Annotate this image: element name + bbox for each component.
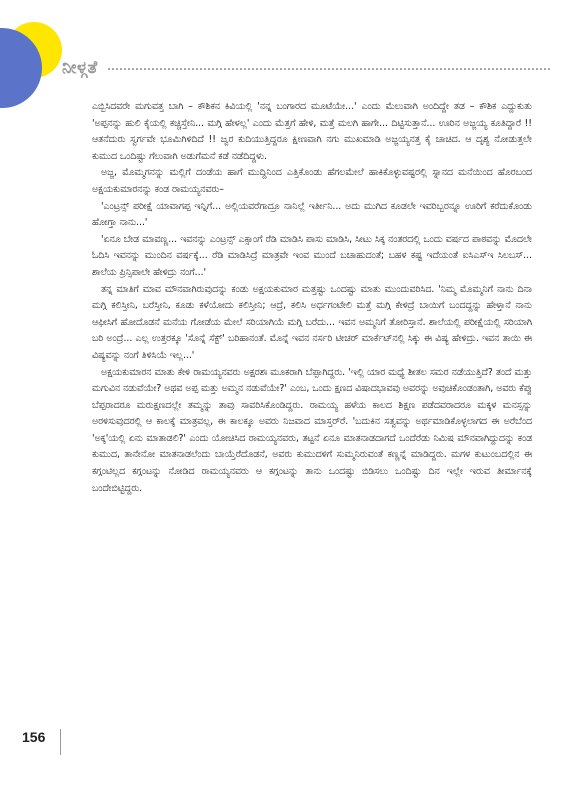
article-body [92, 99, 532, 497]
footer-divider [60, 729, 61, 755]
paragraph: ಅಕ್ಷಯಕುಮಾರನ ಮಾತು ಕೇಳಿ ರಾಮಯ್ಯನವರು ಅಕ್ಷರಶಃ ಮೂಕರಾಗಿ ಬೆಪ್ಪಾಗಿದ್ದರು. 'ಇಲ್ಲಿ ಯಾರ ಮಧ್ಯೆ ಶೀತಲ ಸಮರ ನಡೆಯುತ್ತಿದೆ? ತಂದೆ ಮತ್ತು ಮಗುವಿನ ನಡುವೆಯೇ? ಅಥವ ಅಪ್ಪ ಮತ್ತು ಅಮ್ಮನ ನಡುವೆಯೇ?' ಎಂಬ, ಒಂದು ಕ್ಷಣದ ವಿಷಾದಭಾವವು ಅವರನ್ನು ಅವುಚಿಕೊಂಡಂತಾಗಿ, ಅವರು ಕೆಪ್ಪು ಬೆಪ್ಪರಾದರೂ ಮರುಕ್ಷಣದಲ್ಲೇ ತಮ್ಮನ್ನು ತಾವು ಸಾವರಿಸಿಕೊಂಡಿದ್ದರು. ರಾಮಯ್ಯ ಹಳೆಯ ಕಾಲದ ಶಿಕ್ಷಣ ಪಡೆದವರಾದರೂ ಮಕ್ಕಳ ಮನಸ್ಸನ್ನು ಅರಳಿಸುವುದರಲ್ಲಿ ಆ ಕಾಲಕ್ಕೆ ಮಾತ್ರವಲ್ಲ, ಈ ಕಾಲಕ್ಕೂ ಅವರು ನಿಜವಾದ ಮಾಸ್ತರ್‌ರೆ. 'ಬದುಕಿನ ಸತ್ವವನ್ನು ಅರ್ಥಮಾಡಿಕೊಳ್ಳಲಾಗದ ಈ ಅರೆಬೆಂದ 'ಅಕ್ಕ'ಯಲ್ಲಿ ಏನು ಮಾತಾಡಲಿ?' ಎಂದು ಯೋಚಿಸಿದ ರಾಮಯ್ಯನವರು, ತಟ್ಟನೆ ಏನೂ ಮಾತನಾಡದಾಗದೆ ಒಂದೆರೆಡು ನಿಮಿಷ ಮೌನವಾಗಿದ್ದುದನ್ನು ಕಂಡ ಕುಮುದ, ತಾನೇನೋ ಮಾತನಾಡಲೆಂದು ಬಾಯ್ತೆರೆದೊಡನೆ, ಅವರು ಕುಮುದಳಿಗೆ ಸುಮ್ಮನಿರುವಂತೆ ಕಣ್ಣನ್ನೆ ಮಾಡಿದ್ದರು. ಮಗಳ ಕುಟುಂಬದಲ್ಲಿನ ಈ ಕಗ್ಗಂಟಿಲ್ಲದ ಕಗ್ಗಂಟನ್ನು ನೋಡಿದ ರಾಮಯ್ಯನವರು ಆ ಕಗ್ಗಂಟನ್ನು ತಾನು ಒಂದಷ್ಟು ಬಿಡಿಸಲು ಒಂದಿಷ್ಟು ದಿನ ಇಲ್ಲೇ ಇರುವ ತೀರ್ಮಾನಕ್ಕೆ ಬಂದೇಬಿಟ್ಟಿದ್ದರು. [92, 366, 532, 494]
paragraph: ಅಜ್ಜ, ಮೊಮ್ಮಗನನ್ನು ಮಲ್ಲಿಗೆ ದಂಡೆಯ ಹಾಗೆ ಮುದ್ದಿನಿಂದ ಎತ್ತಿಕೊಂಡು ಹೆಗಲಮೇಲೆ ಹಾಕಿಕೊಳ್ಳುವಷ್ಟರಲ್ಲಿ ಸ್ನಾನದ ಮನೆಯಿಂದ ಹೊರಬಂದ ಅಕ್ಷಯಕುಮಾರನನ್ನು ಕಂಡ ರಾಮಯ್ಯನವರು– [92, 167, 532, 195]
page-number: 156 [22, 729, 46, 745]
section-title: ನೀಳ್ಗತೆ [62, 58, 98, 78]
paragraph: ಎಬ್ಬಿಸಿದವರೇ ಮಗುವತ್ತ ಬಾಗಿ – ಕೌಶಿಕನ ಕಿವಿಯಲ್ಲಿ 'ನನ್ನ ಬಂಗಾರದ ಮೂಟೆಯೇ...' ಎಂದು ಮೆಲುವಾಗಿ ಅಂದಿದ್ದೇ ತಡ – ಕೌಶಿಕ ಎದ್ದುಕುತು 'ಅಪ್ಪನನ್ನು ಹುಲಿ ಕೈಯಲ್ಲಿ ಕಚ್ಚಿಸ್ತೇನಿ... ಮಗ್ಗಿ ಹೇಳಲ್ಲ' ಎಂದು ಮೆತ್ತಗೆ ಹೇಳಿ, ಮತ್ತೆ ಮಲಗಿ ಹಾಗೇ... ದಿಟ್ಟಿಸುತ್ತಾನೆ... ಊರಿನ ಅಜ್ಜಯ್ಯ ಕೂತಿದ್ದಾರೆ !! ಆತನೆದುರು ಸ್ವರ್ಗವೇ ಭೂಮಿಗಿಳಿದಿದೆ !! ಜ್ವರ ಕುದಿಯುತ್ತಿದ್ದರೂ ಕ್ಷೀಣವಾಗಿ ನಗು ಮುಖಮಾಡಿ ಅಜ್ಜಯ್ಯನತ್ತ ಕೈ ಚಾಚಿದ. ಆ ದೃಶ್ಯ ನೋಡುತ್ತಲೇ ಕುಮುದ ಒಂದಿಷ್ಟು ಗೆಲುವಾಗಿ ಅಡುಗೆಮನೆ ಕಡೆ ನಡೆದಿದ್ದಳು. [92, 101, 532, 162]
paragraph: ತನ್ನ ಮಾತಿಗೆ ಮಾವ ಮೌನವಾಗಿರುವುದನ್ನು ಕಂಡು ಅಕ್ಷಯಕುಮಾರ ಮತ್ತಷ್ಟು ಒಂದಷ್ಟು ಮಾತು ಮುಂದುವರಿಸಿದ. 'ನಿಮ್ಮ ಮೊಮ್ಮನಿಗೆ ನಾನು ದಿನಾ ಮಗ್ಗಿ ಕಲಿಸ್ತೀನಿ, ಬರೆಸ್ತೀನಿ, ಕೂಡು ಕಳೆಯೋದು ಕಲಿಸ್ತೀನಿ; ಆದ್ರೆ, ಕಲಿಸಿ ಅರ್ಧಗಂಟೇಲಿ ಮತ್ತೆ ಮಗ್ಗಿ ಕೇಳಿದ್ರೆ ಬಾಯಿಗೆ ಬಂದದ್ದನ್ನು ಹೇಳ್ತಾನೆ ನಾನು ಆಫೀಸಿಗೆ ಹೋದೊಡನೆ ಮನೆಯ ಗೋಡೆಯ ಮೇಲೆ ಸರಿಯಾಗಿಯೆ ಮಗ್ಗಿ ಬರೆದು... ಇವನ ಅಮ್ಮನಿಗೆ ತೋರಿಸ್ತಾನೆ. ಶಾಲೆಯಲ್ಲಿ ಪರೀಕ್ಷೆಯಲ್ಲಿ ಸರಿಯಾಗಿ ಬರಿ ಅಂದ್ರೆ... ಎಲ್ಲ ಉತ್ತರಕ್ಕೂ 'ಸೊನ್ನೆ ಸೆಕ್ಟ್' ಬರಿಹಾನಂತೆ. ಮೊನ್ನೆ ಇವನ ನರ್ಸರಿ ಟೀಚರ್ ಮಾರ್ಕೆಟ್‌ನಲ್ಲಿ ಸಿಕ್ಕು ಈ ವಿಷ್ಯ ಹೇಳಿದ್ರು. ಇವನ ತಾಯಿ ಈ ವಿಷ್ಯವನ್ನು ನಂಗೆ ತಿಳಿಸಿಯೆ ಇಲ್ಲ...' [92, 283, 532, 361]
paragraph: 'ಎಂಟ್ರನ್ಸ್ ಪರೀಕ್ಷೆ ಯಾವಾಗಪ್ಪ ಇನ್ನಿಗೆ... ಅಲ್ಲಿಯವರೆಗಾದ್ರೂ ನಾನಿಲ್ಲೆ ಇರ್ತೀನಿ... ಅದು ಮುಗಿದ ಕೂಡಲೇ ಇವರಿಬ್ಬರನ್ನೂ ಊರಿಗೆ ಕರೆದುಕೊಂಡು ಹೋಗ್ತಾ ನಾನು...' [92, 200, 532, 229]
paragraph: 'ಏನೂ ಬೇಡ ಮಾವಣ್ಣ... ಇವನನ್ನು ಎಂಟ್ರನ್ಸ್ ಎಕ್ಸಾಂಗೆ ರೆಡಿ ಮಾಡಿಸಿ ಪಾಸು ಮಾಡಿಸಿ, ಸೀಟು ಸಿಕ್ಕ ನಂತರದಲ್ಲಿ ಒಂದು ವರ್ಷದ ಪಾಠವನ್ನು ಮೊದಲೇ ಓದಿಸಿ ಇವನನ್ನು ಮುಂದಿನ ವರ್ಷಕ್ಕೆ... ರೆಡಿ ಮಾಡಿಸಿದ್ರೆ ಮಾತ್ರವೇ ಇಂವ ಮುಂದೆ ಬಚಾಹುದಂತೆ; ಬಹಳ ಕಷ್ಟ ಇದೆಯಂತೆ ಐಸಿಎಸ್ಇ ಸಿಲಬಸ್... ಶಾಲೆಯ ಪ್ರಿನ್ಸಿಪಾಲೇ ಹೇಳಿದ್ರು ನಂಗೆ...' [92, 233, 532, 278]
header-dotted-rule [108, 68, 550, 70]
